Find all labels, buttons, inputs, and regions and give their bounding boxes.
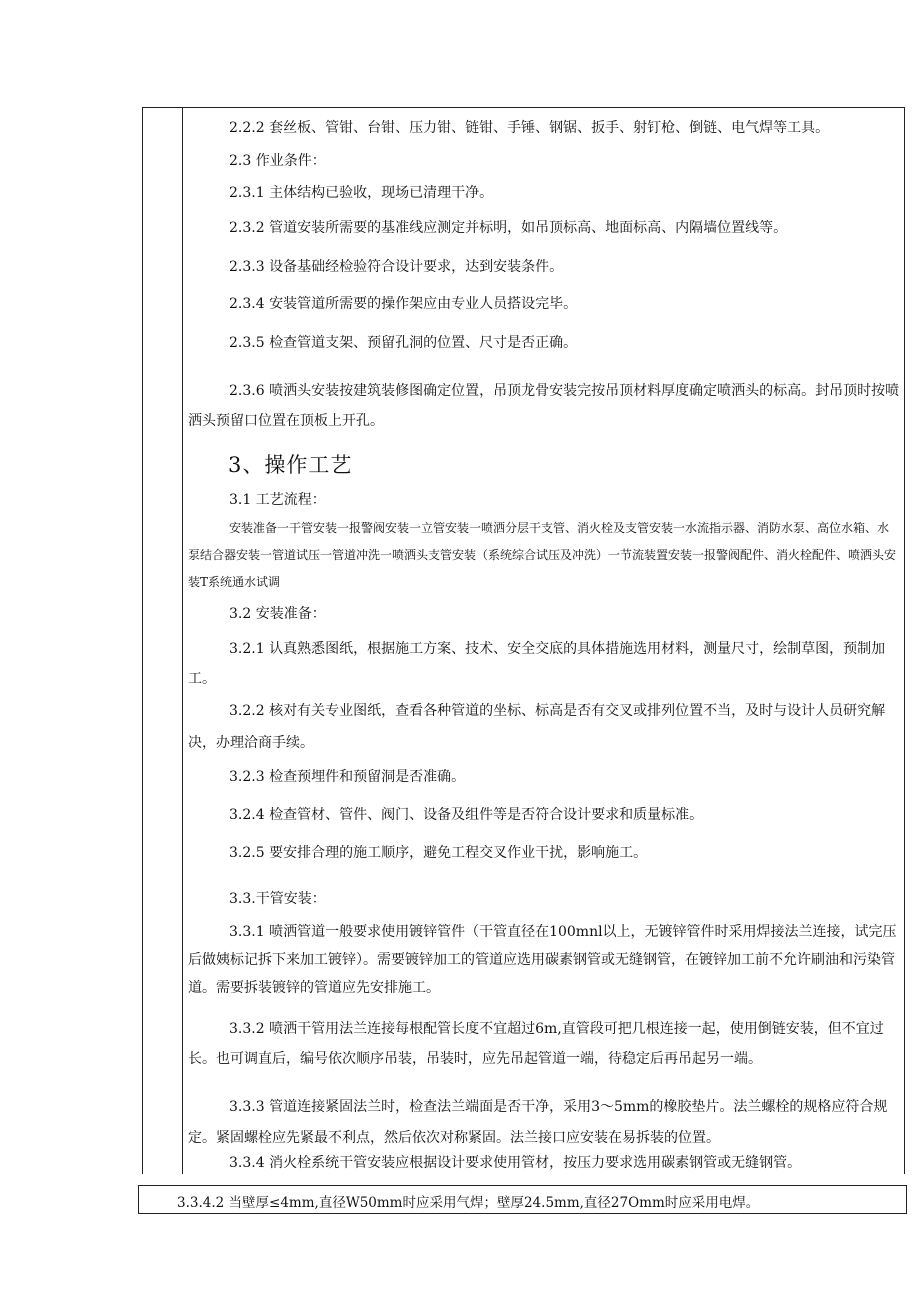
text-line: 2.3.1 主体结构已验收，现场已清理干净。 xyxy=(229,185,494,201)
table-row-bottom xyxy=(138,1185,907,1214)
text-line: 2.3.3 设备基础经检验符合设计要求，达到安装条件。 xyxy=(229,259,564,275)
text-line: 2.3.4 安装管道所需要的操作架应由专业人员搭设完毕。 xyxy=(229,296,578,312)
text-paragraph: 3.3.3 管道连接紧固法兰时，检查法兰端面是否干净，采用3～5mm的橡胶垫片。法兰螺栓的规格应符合规定。紧固螺栓应先紧最不利点，然后依次对称紧固。法兰接口应安装在易拆装的位置。 xyxy=(188,1099,888,1146)
text-line: 2.3 作业条件： xyxy=(229,153,326,169)
text-line: 3.2 安装准备： xyxy=(229,606,326,622)
section-heading: 3、操作工艺 xyxy=(228,453,353,477)
text-line: 3.2.5 要安排合理的施工顺序，避免工程交叉作业干扰，影响施工。 xyxy=(229,845,648,861)
table-column-divider xyxy=(182,107,183,1174)
text-paragraph: 3.3.1 喷洒管道一般要求使用镀锌管件（干管直径在100mnl以上，无镀锌管件时采用焊接法兰连接，试完压后做姨标记拆下来加工镀锌）。需要镀锌加工的管道应选用碳素钢管或无缝钢管，在镀锌加工前不允许刷油和污染管道。需要拆装镀锌的管道应先安排施工。 xyxy=(188,924,897,996)
text-line: 3.2.3 检查预埋件和预留洞是否准确。 xyxy=(229,769,466,785)
text-paragraph: 2.3.6 喷洒头安装按建筑装修图确定位置，吊顶龙骨安装完按吊顶材料厚度确定喷洒头的标高。封吊顶时按喷洒头预留口位置在顶板上开孔。 xyxy=(188,383,900,429)
text-line: 3.3.4 消火栓系统干管安装应根据设计要求使用管材，按压力要求选用碳素钢管或无缝钢管。 xyxy=(229,1155,802,1171)
text-paragraph: 3.3.2 喷洒干管用法兰连接每根配管长度不宜超过6m,直管段可把几根连接一起，使用倒链安装，但不宜过长。也可调直后，编号依次顺序吊装，吊装时，应先吊起管道一端，待稳定后再吊起另一端。 xyxy=(188,1021,884,1067)
process-flow-text: 安装准备一干管安装一报警阀安装一立管安装一喷洒分层干支管、消火栓及支管安装一水流指示器、消防水泵、高位水箱、水泵结合器安装一管道试压一管道冲洗一喷洒头支管安装（系统综合试压及冲洗）一节流装置安装一报警阀配件、消火栓配件、喷洒头安装T系统通水试调 xyxy=(188,521,897,589)
text-line: 3.2.4 检查管材、管件、阀门、设备及组件等是否符合设计要求和质量标准。 xyxy=(229,807,704,823)
text-line: 3.1 工艺流程： xyxy=(229,492,326,508)
text-line: 2.3.5 检查管道支架、预留孔洞的位置、尺寸是否正确。 xyxy=(229,335,578,351)
text-line: 3.3.4.2 当壁厚≤4mm,直径W50mm时应采用气焊；壁厚24.5mm,直径27Omm时应采用电焊。 xyxy=(177,1195,760,1211)
text-line: 3.3.干管安装： xyxy=(229,891,326,907)
text-line: 2.3.2 管道安装所需要的基准线应测定并标明，如吊顶标高、地面标高、内隔墙位置线等。 xyxy=(229,220,788,236)
text-line: 2.2.2 套丝板、管钳、台钳、压力钳、链钳、手锤、钢锯、扳手、射钉枪、倒链、电气焊等工具。 xyxy=(229,120,830,136)
text-paragraph: 3.2.2 核对有关专业图纸，查看各种管道的坐标、标高是否有交叉或排列位置不当，及时与设计人员研究解决，办理洽商手续。 xyxy=(188,703,886,751)
text-paragraph: 3.2.1 认真熟悉图纸，根据施工方案、技术、安全交底的具体措施选用材料，测量尺寸，绘制草图，预制加工。 xyxy=(188,641,886,687)
